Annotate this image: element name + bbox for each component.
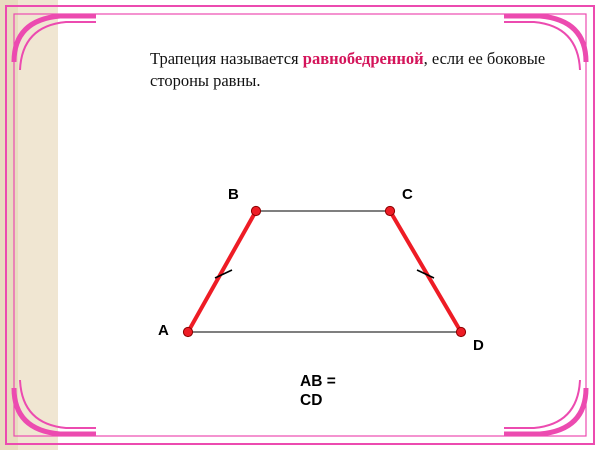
vertex-label-a: A bbox=[158, 322, 169, 339]
definition-part1: Трапеция называется bbox=[150, 49, 303, 68]
vertex-dot-c bbox=[385, 206, 394, 215]
vertex-dot-d bbox=[456, 327, 465, 336]
conclusion-line-1: AB = bbox=[300, 373, 336, 390]
vertex-label-d: D bbox=[473, 337, 484, 354]
vertex-dot-b bbox=[251, 206, 260, 215]
trapezoid-figure bbox=[120, 180, 520, 380]
definition-text bbox=[150, 48, 562, 93]
vertex-label-b: B bbox=[228, 186, 239, 203]
definition-emphasis: равнобедренной bbox=[302, 49, 424, 68]
conclusion-line-2: CD bbox=[300, 392, 323, 410]
decorative-left-band bbox=[0, 0, 58, 450]
vertex-dot-a bbox=[183, 327, 192, 336]
trapezoid-svg bbox=[120, 180, 520, 380]
segment-cd bbox=[390, 211, 461, 332]
definition-part2: , если ее боковые стороны равны. bbox=[150, 49, 546, 91]
decorative-left-band-inner bbox=[18, 0, 58, 450]
conclusion-text bbox=[300, 372, 336, 411]
vertex-label-c: C bbox=[402, 186, 413, 203]
segment-ab bbox=[188, 211, 256, 332]
